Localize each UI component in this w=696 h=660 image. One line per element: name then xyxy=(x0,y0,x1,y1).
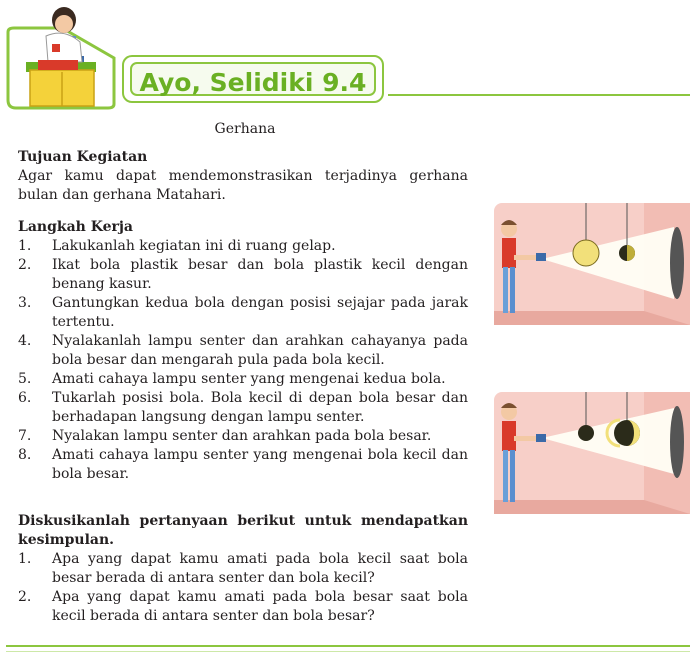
activity-title-box xyxy=(122,55,384,103)
activity-title-inner xyxy=(130,62,376,96)
list-item xyxy=(18,588,468,626)
question-number: 1. xyxy=(18,551,32,567)
list-item xyxy=(18,294,468,332)
list-item xyxy=(18,446,468,484)
list-item xyxy=(18,256,468,294)
list-item xyxy=(18,427,468,446)
eclipse-demo-illustration-1 xyxy=(494,203,690,325)
step-text: Ikat bola plastik besar dan bola plastik kecil dengan benang kasur. xyxy=(52,257,468,292)
objective-heading: Tujuan Kegiatan xyxy=(18,149,148,165)
eclipse-demo-illustration-2 xyxy=(494,392,690,514)
discussion-heading: Diskusikanlah pertanyaan berikut untuk mendapatkan kesimpulan. xyxy=(18,513,468,548)
step-number: 4. xyxy=(18,333,32,349)
step-number: 8. xyxy=(18,447,32,463)
step-number: 6. xyxy=(18,390,32,406)
step-text: Nyalakanlah lampu senter dan arahkan cahayanya pada bola besar dan mengarah pula pada bola kecil. xyxy=(52,333,468,368)
objective-text: Agar kamu dapat mendemonstrasikan terjadinya gerhana bulan dan gerhana Matahari. xyxy=(18,168,468,203)
step-number: 1. xyxy=(18,238,32,254)
activity-title: Ayo, Selidiki 9.4 xyxy=(139,68,367,97)
list-item xyxy=(18,389,468,427)
footer-rule-thin xyxy=(6,651,690,652)
question-text: Apa yang dapat kamu amati pada bola besar saat bola kecil berada di antara senter dan bola besar? xyxy=(52,589,468,624)
footer-rule xyxy=(6,645,690,647)
list-item xyxy=(18,237,468,256)
objective-section xyxy=(18,148,468,205)
step-text: Lakukanlah kegiatan ini di ruang gelap. xyxy=(52,238,336,254)
step-text: Amati cahaya lampu senter yang mengenai bola kecil dan bola besar. xyxy=(52,447,468,482)
section-title: Gerhana xyxy=(214,121,276,137)
step-text: Tukarlah posisi bola. Bola kecil di depan bola besar dan berhadapan langsung dengan lampu senter. xyxy=(52,390,468,425)
list-item xyxy=(18,550,468,588)
step-text: Nyalakan lampu senter dan arahkan pada bola besar. xyxy=(52,428,432,444)
step-number: 5. xyxy=(18,371,32,387)
steps-heading: Langkah Kerja xyxy=(18,219,133,235)
step-number: 2. xyxy=(18,257,32,273)
step-text: Amati cahaya lampu senter yang mengenai kedua bola. xyxy=(52,371,446,387)
steps-list xyxy=(18,237,468,484)
header-rule xyxy=(388,94,690,96)
step-number: 3. xyxy=(18,295,32,311)
question-number: 2. xyxy=(18,589,32,605)
mascot-microscope-icon xyxy=(2,0,122,110)
steps-section xyxy=(18,218,468,484)
list-item xyxy=(18,370,468,389)
discussion-list xyxy=(18,550,468,626)
discussion-section xyxy=(18,512,468,626)
step-text: Gantungkan kedua bola dengan posisi sejajar pada jarak tertentu. xyxy=(52,295,468,330)
list-item xyxy=(18,332,468,370)
question-text: Apa yang dapat kamu amati pada bola kecil saat bola besar berada di antara senter dan bola kecil? xyxy=(52,551,468,586)
step-number: 7. xyxy=(18,428,32,444)
